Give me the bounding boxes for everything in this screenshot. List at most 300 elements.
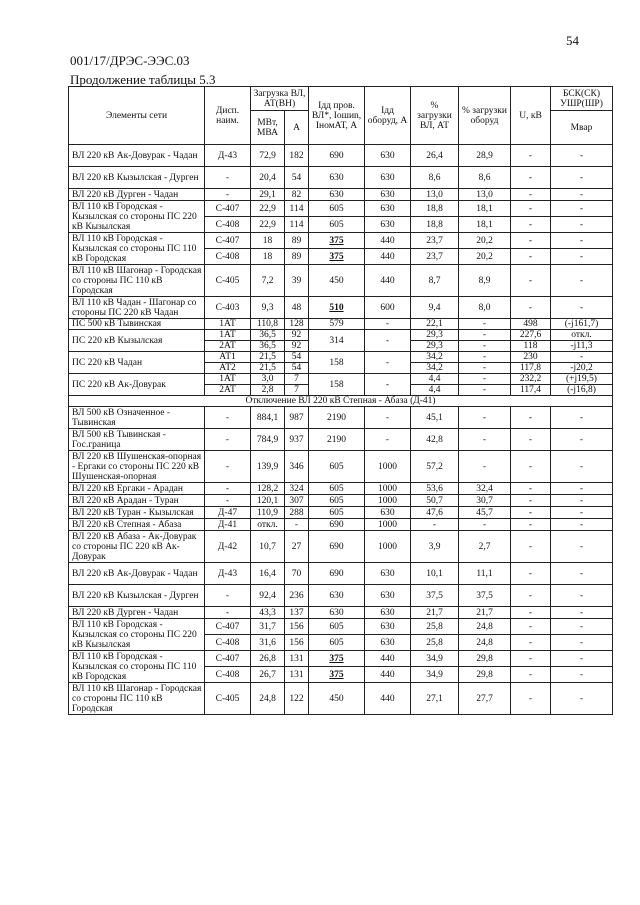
pct-equipment-cell: 8,9 (459, 265, 511, 297)
pct-line-cell: 22,1 (411, 319, 459, 330)
table-row (69, 233, 613, 249)
pct-line-cell: 21,7 (411, 607, 459, 619)
voltage-cell: - (511, 167, 551, 189)
load-a-cell: 137 (285, 607, 309, 619)
pct-equipment-cell: - (459, 374, 511, 385)
element-name: ВЛ 220 кВ Степная - Абаза (69, 519, 205, 531)
load-mw-cell: 31,7 (251, 619, 285, 635)
disp-name-cell: Д-47 (205, 507, 251, 519)
voltage-cell: - (511, 429, 551, 451)
header-elements: Элементы сети (69, 87, 205, 145)
pct-equipment-cell: 24,8 (459, 635, 511, 651)
load-mw-cell: 128,2 (251, 483, 285, 495)
idd-line-cell: 314 (309, 330, 365, 352)
load-mw-cell: 18 (251, 249, 285, 265)
pct-equipment-cell: 18,1 (459, 201, 511, 217)
page-number: 54 (566, 33, 579, 48)
table-row (69, 374, 613, 385)
element-name: ПС 220 кВ Кызылская (69, 330, 205, 352)
pct-line-cell: 13,0 (411, 189, 459, 201)
idd-equipment-cell: 630 (365, 585, 411, 607)
pct-line-cell: 50,7 (411, 495, 459, 507)
idd-equipment-cell: 630 (365, 619, 411, 635)
idd-line-cell: 375 (309, 651, 365, 667)
table-row (69, 683, 613, 715)
pct-line-cell: 23,7 (411, 249, 459, 265)
idd-equipment-cell: 440 (365, 683, 411, 715)
load-a-cell: 288 (285, 507, 309, 519)
voltage-cell: - (511, 249, 551, 265)
pct-line-cell: 27,1 (411, 683, 459, 715)
mvar-cell: - (551, 249, 613, 265)
mvar-cell: (+j19,5) (551, 374, 613, 385)
table-row (69, 495, 613, 507)
load-a-cell: 89 (285, 249, 309, 265)
idd-line-cell: 158 (309, 352, 365, 374)
table-row (69, 352, 613, 363)
header-disp-name: Дисп. наим. (205, 87, 251, 145)
element-name: ВЛ 110 кВ Городская - Кызылская со стороны ПС 110 кВ Городская (69, 651, 205, 683)
pct-equipment-cell: 28,9 (459, 145, 511, 167)
element-name: ВЛ 220 кВ Ак-Довурак - Чадан (69, 563, 205, 585)
load-mw-cell: 31,6 (251, 635, 285, 651)
mvar-cell: -j11,3 (551, 341, 613, 352)
voltage-cell: - (511, 619, 551, 635)
disp-name-cell: Д-42 (205, 531, 251, 563)
load-a-cell: 307 (285, 495, 309, 507)
pct-line-cell: 34,9 (411, 667, 459, 683)
idd-line-cell: 630 (309, 585, 365, 607)
pct-line-cell: 29,3 (411, 330, 459, 341)
element-name: ВЛ 220 кВ Ак-Довурак - Чадан (69, 145, 205, 167)
idd-line-cell: 690 (309, 519, 365, 531)
load-a-cell: 48 (285, 297, 309, 319)
mvar-cell: - (551, 297, 613, 319)
element-name: ВЛ 110 кВ Шагонар - Городская со стороны ПС 110 кВ Городская (69, 683, 205, 715)
idd-line-cell: 605 (309, 507, 365, 519)
pct-equipment-cell: 11,1 (459, 563, 511, 585)
element-name: ПС 220 кВ Ак-Довурак (69, 374, 205, 396)
pct-line-cell: 4,4 (411, 385, 459, 396)
idd-line-cell: 690 (309, 145, 365, 167)
disp-name-cell: С-407 (205, 619, 251, 635)
idd-equipment-cell: - (365, 429, 411, 451)
section-title: Отключение ВЛ 220 кВ Степная - Абаза (Д-41) (69, 396, 613, 407)
pct-equipment-cell: 21,7 (459, 607, 511, 619)
voltage-cell: - (511, 297, 551, 319)
mvar-cell: - (551, 635, 613, 651)
section-header-row (69, 396, 613, 407)
table-row (69, 189, 613, 201)
pct-equipment-cell: - (459, 330, 511, 341)
voltage-cell: - (511, 651, 551, 667)
header-load-mw: МВт, МВА (251, 111, 285, 145)
pct-line-cell: - (411, 519, 459, 531)
load-a-cell: 324 (285, 483, 309, 495)
disp-name-cell: - (205, 451, 251, 483)
voltage-cell: 498 (511, 319, 551, 330)
pct-line-cell: 8,6 (411, 167, 459, 189)
table-row (69, 429, 613, 451)
load-mw-cell: 26,7 (251, 667, 285, 683)
idd-line-cell: 375 (309, 249, 365, 265)
disp-name-cell: 2АТ (205, 341, 251, 352)
idd-line-cell: 510 (309, 297, 365, 319)
voltage-cell: - (511, 563, 551, 585)
table-header (69, 87, 613, 145)
load-mw-cell: 784,9 (251, 429, 285, 451)
disp-name-cell: С-408 (205, 635, 251, 651)
idd-line-cell: 2190 (309, 429, 365, 451)
load-a-cell: 82 (285, 189, 309, 201)
load-mw-cell: 9,3 (251, 297, 285, 319)
pct-line-cell: 37,5 (411, 585, 459, 607)
load-a-cell: 7 (285, 374, 309, 385)
mvar-cell: (-j16,8) (551, 385, 613, 396)
idd-line-cell: 605 (309, 619, 365, 635)
disp-name-cell: - (205, 495, 251, 507)
header-voltage: U, кВ (511, 87, 551, 145)
table-row (69, 265, 613, 297)
mvar-cell: - (551, 651, 613, 667)
pct-equipment-cell: 37,5 (459, 585, 511, 607)
mvar-cell: - (551, 667, 613, 683)
load-a-cell: 114 (285, 201, 309, 217)
idd-equipment-cell: 440 (365, 249, 411, 265)
mvar-cell: - (551, 507, 613, 519)
element-name: ВЛ 110 кВ Городская - Кызылская со стороны ПС 220 кВ Кызылская (69, 201, 205, 233)
pct-equipment-cell: 29,8 (459, 667, 511, 683)
mvar-cell: - (551, 407, 613, 429)
pct-line-cell: 3,9 (411, 531, 459, 563)
mvar-cell: - (551, 531, 613, 563)
pct-equipment-cell: 30,7 (459, 495, 511, 507)
pct-line-cell: 18,8 (411, 217, 459, 233)
table-body (69, 145, 613, 715)
load-mw-cell: 16,4 (251, 563, 285, 585)
idd-equipment-cell: 630 (365, 635, 411, 651)
load-a-cell: 182 (285, 145, 309, 167)
header-load: Загрузка ВЛ, АТ(ВН) (251, 87, 309, 111)
pct-equipment-cell: 13,0 (459, 189, 511, 201)
table-row (69, 531, 613, 563)
mvar-cell: -j20,2 (551, 363, 613, 374)
element-name: ВЛ 220 кВ Дурген - Чадан (69, 607, 205, 619)
load-a-cell: 54 (285, 167, 309, 189)
load-a-cell: 92 (285, 341, 309, 352)
mvar-cell: - (551, 619, 613, 635)
idd-line-cell: 605 (309, 635, 365, 651)
disp-name-cell: - (205, 607, 251, 619)
idd-equipment-cell: 630 (365, 201, 411, 217)
table-row (69, 619, 613, 635)
pct-line-cell: 45,1 (411, 407, 459, 429)
pct-line-cell: 23,7 (411, 233, 459, 249)
voltage-cell: - (511, 189, 551, 201)
idd-line-cell: 690 (309, 531, 365, 563)
idd-line-cell: 158 (309, 374, 365, 396)
load-mw-cell: 18 (251, 233, 285, 249)
load-mw-cell: 21,5 (251, 363, 285, 374)
idd-equipment-cell: 630 (365, 507, 411, 519)
disp-name-cell: С-405 (205, 265, 251, 297)
idd-line-cell: 579 (309, 319, 365, 330)
disp-name-cell: - (205, 189, 251, 201)
load-mw-cell: 24,8 (251, 683, 285, 715)
voltage-cell: - (511, 495, 551, 507)
voltage-cell: 118 (511, 341, 551, 352)
pct-line-cell: 25,8 (411, 619, 459, 635)
pct-equipment-cell: 8,0 (459, 297, 511, 319)
idd-equipment-cell: 440 (365, 233, 411, 249)
load-a-cell: - (285, 519, 309, 531)
pct-line-cell: 34,9 (411, 651, 459, 667)
mvar-cell: - (551, 233, 613, 249)
load-a-cell: 128 (285, 319, 309, 330)
idd-equipment-cell: 1000 (365, 495, 411, 507)
load-mw-cell: 92,4 (251, 585, 285, 607)
idd-equipment-cell: - (365, 407, 411, 429)
idd-line-cell: 690 (309, 563, 365, 585)
voltage-cell: - (511, 507, 551, 519)
load-a-cell: 156 (285, 619, 309, 635)
load-a-cell: 346 (285, 451, 309, 483)
pct-line-cell: 29,3 (411, 341, 459, 352)
mvar-cell: - (551, 145, 613, 167)
pct-equipment-cell: - (459, 429, 511, 451)
voltage-cell: 117,8 (511, 363, 551, 374)
load-a-cell: 7 (285, 385, 309, 396)
load-mw-cell: откл. (251, 519, 285, 531)
mvar-cell: - (551, 352, 613, 363)
pct-equipment-cell: 29,8 (459, 651, 511, 667)
mvar-cell: - (551, 189, 613, 201)
header-idd-equipment: Iдд оборуд, А (365, 87, 411, 145)
pct-line-cell: 57,2 (411, 451, 459, 483)
table-row (69, 483, 613, 495)
mvar-cell: - (551, 451, 613, 483)
pct-line-cell: 10,1 (411, 563, 459, 585)
disp-name-cell: С-408 (205, 217, 251, 233)
voltage-cell: 227,6 (511, 330, 551, 341)
element-name: ВЛ 220 кВ Шушенская-опорная - Ергаки со стороны ПС 220 кВ Шушенская-опорная (69, 451, 205, 483)
mvar-cell: - (551, 167, 613, 189)
disp-name-cell: С-407 (205, 651, 251, 667)
pct-line-cell: 53,6 (411, 483, 459, 495)
voltage-cell: - (511, 667, 551, 683)
idd-equipment-cell: 440 (365, 667, 411, 683)
load-mw-cell: 20,4 (251, 167, 285, 189)
idd-equipment-cell: 1000 (365, 483, 411, 495)
voltage-cell: 232,2 (511, 374, 551, 385)
mvar-cell: - (551, 563, 613, 585)
disp-name-cell: - (205, 167, 251, 189)
header-idd-line: Iдд пров. ВЛ*, Iошиn, IномАТ, А (309, 87, 365, 145)
load-a-cell: 122 (285, 683, 309, 715)
load-mw-cell: 110,8 (251, 319, 285, 330)
idd-line-cell: 630 (309, 607, 365, 619)
voltage-cell: - (511, 451, 551, 483)
load-mw-cell: 26,8 (251, 651, 285, 667)
pct-equipment-cell: 2,7 (459, 531, 511, 563)
idd-line-cell: 605 (309, 483, 365, 495)
pct-equipment-cell: - (459, 451, 511, 483)
load-mw-cell: 10,7 (251, 531, 285, 563)
load-a-cell: 54 (285, 352, 309, 363)
idd-equipment-cell: - (365, 352, 411, 374)
table-row (69, 319, 613, 330)
idd-line-cell: 375 (309, 233, 365, 249)
mvar-cell: - (551, 495, 613, 507)
element-name: ВЛ 220 кВ Арадан - Туран (69, 495, 205, 507)
pct-equipment-cell: - (459, 341, 511, 352)
header-load-pct-line: % загрузки ВЛ, АТ (411, 87, 459, 145)
voltage-cell: - (511, 145, 551, 167)
pct-line-cell: 18,8 (411, 201, 459, 217)
load-a-cell: 156 (285, 635, 309, 651)
pct-equipment-cell: - (459, 519, 511, 531)
element-name: ВЛ 220 кВ Кызылская - Дурген (69, 167, 205, 189)
idd-equipment-cell: - (365, 374, 411, 396)
idd-equipment-cell: 630 (365, 167, 411, 189)
pct-line-cell: 8,7 (411, 265, 459, 297)
disp-name-cell: - (205, 407, 251, 429)
pct-equipment-cell: - (459, 363, 511, 374)
table-row (69, 607, 613, 619)
pct-equipment-cell: - (459, 407, 511, 429)
voltage-cell: - (511, 265, 551, 297)
disp-name-cell: С-407 (205, 201, 251, 217)
disp-name-cell: - (205, 585, 251, 607)
load-mw-cell: 3,0 (251, 374, 285, 385)
header-mvar: Мвар (551, 111, 613, 145)
idd-equipment-cell: - (365, 319, 411, 330)
load-a-cell: 937 (285, 429, 309, 451)
voltage-cell: - (511, 217, 551, 233)
voltage-cell: - (511, 635, 551, 651)
table-row (69, 330, 613, 341)
pct-equipment-cell: 27,7 (459, 683, 511, 715)
header-compensation: БСК(СК) УШР(ШР) (551, 87, 613, 111)
load-mw-cell: 22,9 (251, 217, 285, 233)
mvar-cell: - (551, 217, 613, 233)
table-row (69, 651, 613, 667)
load-a-cell: 114 (285, 217, 309, 233)
disp-name-cell: Д-41 (205, 519, 251, 531)
element-name: ВЛ 110 кВ Шагонар - Городская со стороны ПС 110 кВ Городская (69, 265, 205, 297)
idd-equipment-cell: 1000 (365, 531, 411, 563)
table-caption: Продолжение таблицы 5.3 (70, 72, 216, 87)
header-load-pct-equipment: % загрузки оборуд (459, 87, 511, 145)
pct-equipment-cell: 8,6 (459, 167, 511, 189)
voltage-cell: - (511, 683, 551, 715)
idd-equipment-cell: 440 (365, 265, 411, 297)
network-load-table (68, 86, 613, 715)
idd-equipment-cell: 440 (365, 651, 411, 667)
voltage-cell: - (511, 585, 551, 607)
disp-name-cell: С-407 (205, 233, 251, 249)
idd-equipment-cell: 1000 (365, 519, 411, 531)
element-name: ВЛ 220 кВ Кызылская - Дурген (69, 585, 205, 607)
element-name: ВЛ 220 кВ Абаза - Ак-Довурак со стороны ПС 220 кВ Ак-Довурак (69, 531, 205, 563)
voltage-cell: - (511, 519, 551, 531)
pct-equipment-cell: - (459, 385, 511, 396)
load-mw-cell: 21,5 (251, 352, 285, 363)
idd-line-cell: 630 (309, 189, 365, 201)
disp-name-cell: 2АТ (205, 385, 251, 396)
load-a-cell: 92 (285, 330, 309, 341)
disp-name-cell: 1АТ (205, 319, 251, 330)
element-name: ПС 220 кВ Чадан (69, 352, 205, 374)
load-mw-cell: 110,9 (251, 507, 285, 519)
idd-equipment-cell: 1000 (365, 451, 411, 483)
idd-line-cell: 450 (309, 683, 365, 715)
idd-line-cell: 605 (309, 201, 365, 217)
idd-line-cell: 2190 (309, 407, 365, 429)
load-mw-cell: 2,8 (251, 385, 285, 396)
pct-equipment-cell: - (459, 352, 511, 363)
element-name: ВЛ 110 кВ Чадан - Шагонар со стороны ПС 220 кВ Чадан (69, 297, 205, 319)
mvar-cell: - (551, 519, 613, 531)
pct-equipment-cell: 20,2 (459, 233, 511, 249)
table-row (69, 585, 613, 607)
pct-equipment-cell: 45,7 (459, 507, 511, 519)
load-mw-cell: 43,3 (251, 607, 285, 619)
document-code: 001/17/ДРЭС-ЭЭС.03 (70, 53, 190, 68)
pct-line-cell: 47,6 (411, 507, 459, 519)
mvar-cell: откл. (551, 330, 613, 341)
disp-name-cell: С-405 (205, 683, 251, 715)
pct-line-cell: 34,2 (411, 352, 459, 363)
pct-line-cell: 4,4 (411, 374, 459, 385)
load-mw-cell: 36,5 (251, 330, 285, 341)
disp-name-cell: АТ1 (205, 352, 251, 363)
table-row (69, 167, 613, 189)
pct-line-cell: 42,8 (411, 429, 459, 451)
load-a-cell: 131 (285, 667, 309, 683)
element-name: ВЛ 110 кВ Городская - Кызылская со стороны ПС 220 кВ Кызылская (69, 619, 205, 651)
pct-equipment-cell: 18,1 (459, 217, 511, 233)
disp-name-cell: Д-43 (205, 563, 251, 585)
disp-name-cell: С-403 (205, 297, 251, 319)
load-mw-cell: 72,9 (251, 145, 285, 167)
pct-equipment-cell: 24,8 (459, 619, 511, 635)
pct-line-cell: 34,2 (411, 363, 459, 374)
idd-equipment-cell: 630 (365, 563, 411, 585)
mvar-cell: - (551, 683, 613, 715)
idd-equipment-cell: 630 (365, 189, 411, 201)
load-a-cell: 27 (285, 531, 309, 563)
table-row (69, 563, 613, 585)
voltage-cell: - (511, 483, 551, 495)
idd-line-cell: 605 (309, 495, 365, 507)
load-a-cell: 39 (285, 265, 309, 297)
voltage-cell: 117,4 (511, 385, 551, 396)
pct-equipment-cell: - (459, 319, 511, 330)
table-row (69, 451, 613, 483)
header-load-a: А (285, 111, 309, 145)
table-row (69, 407, 613, 429)
element-name: ВЛ 220 кВ Туран - Кызылская (69, 507, 205, 519)
idd-line-cell: 450 (309, 265, 365, 297)
voltage-cell: - (511, 201, 551, 217)
voltage-cell: - (511, 233, 551, 249)
pct-line-cell: 25,8 (411, 635, 459, 651)
idd-line-cell: 605 (309, 451, 365, 483)
idd-line-cell: 375 (309, 667, 365, 683)
disp-name-cell: С-408 (205, 249, 251, 265)
idd-equipment-cell: 630 (365, 145, 411, 167)
